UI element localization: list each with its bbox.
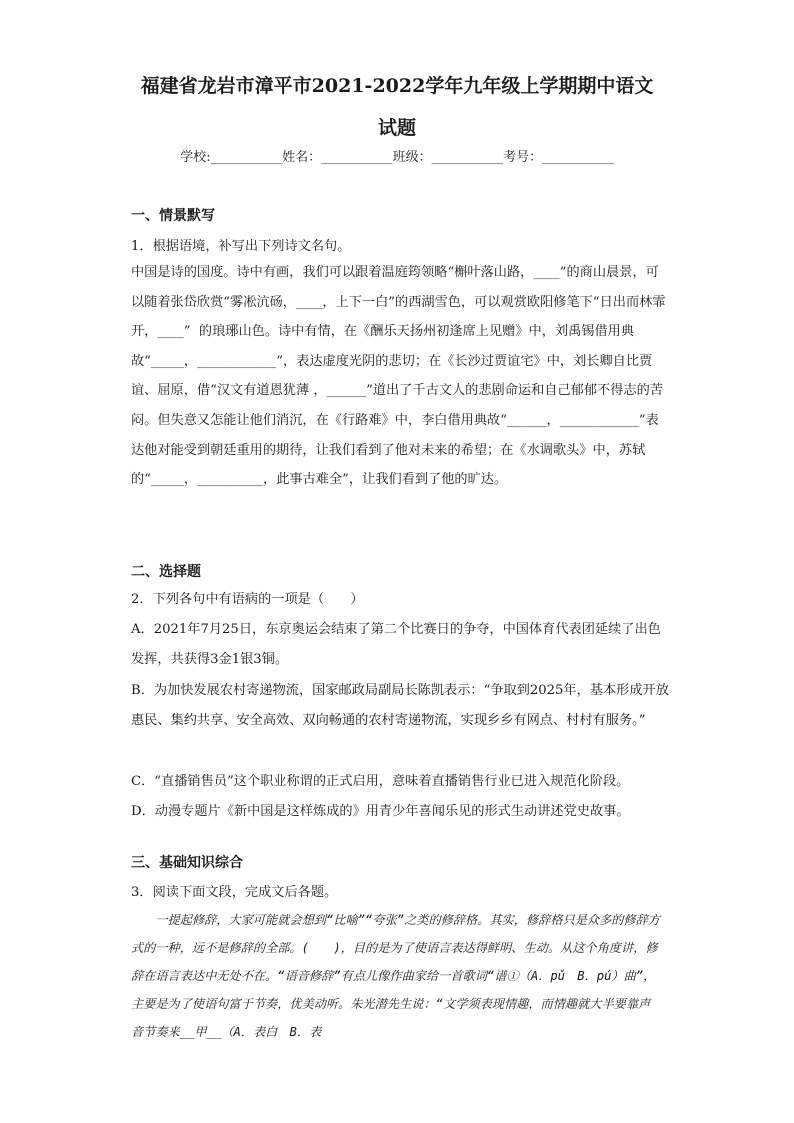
- option-a: A．2021年7月25日，东京奥运会结束了第二个比赛日的争夺，中国体育代表团延续了出色发挥，共获得3金1银3铜。: [131, 622, 661, 667]
- reading-passage: 一提起修辞，大家可能就会想到“比喻”“夸张”之类的修辞格。其实，修辞格只是众多的修辞方式的一种，远不是修辞的全部。( )，目的是为了使语言表达得鲜明、生动。从这个角度讲，修辞在语言表达中无处不在。“语音修辞”有点儿像作曲家给一首歌词“谱①（A．pǔ B．pú）曲”，主要是为了使语句富于节奏，优美动听。朱光潜先生说：“文学须表现情趣，而情趣就大半要靠声音节奏来__甲__（A．表白 B．表: [131, 913, 661, 1039]
- question-2-prompt: 2．下列各句中有语病的一项是（ ）: [131, 592, 364, 607]
- section-heading-choice: 二、选择题: [131, 564, 201, 580]
- question-1-paragraph: 中国是诗的国度。诗中有画，我们可以跟着温庭筠领略“槲叶落山路，____”的商山晨景，可以随着张岱欣赏“雾凇沆砀，____，上下一白”的西湖雪色，可以观赏欧阳修笔下“日出而林霏开，____” 的琅琊山色。诗中有情，在《酬乐天扬州初逢席上见赠》中，刘禹锡借用典故“_____，____________”，表达虚度光阴的悲切；在《长沙过贾谊宅》中，刘长卿自比贾谊、屈原，借“汉文有道恩犹薄 ，______”道出了千古文人的悲剧命运和自己郁郁不得志的苦闷。但失意又怎能让他们消沉，在《行路难》中，李白借用典故“______，____________”表达他对能受到朝廷重用的期待，让我们看到了他对未来的希望；在《水调歌头》中，苏轼的“_____，__________，此事古难全”，让我们看到了他的旷达。: [131, 265, 666, 488]
- student-info-line: 学校:___________姓名：___________班级：___________考号：___________: [180, 150, 614, 165]
- section-heading-recitation: 一、情景默写: [131, 208, 215, 224]
- option-d: D．动漫专题片《新中国是这样炼成的》用青少年喜闻乐见的形式生动讲述党史故事。: [131, 804, 630, 819]
- section-heading-basics: 三、基础知识综合: [131, 855, 243, 871]
- page-title-line2: 试题: [377, 117, 416, 139]
- option-b: B．为加快发展农村寄递物流，国家邮政局副局长陈凯表示：“争取到2025年，基本形成开放惠民、集约共享、安全高效、双向畅通的农村寄递物流，实现乡乡有网点、村村有服务。”: [131, 683, 669, 728]
- question-3-prompt: 3．阅读下面文段，完成文后各题。: [131, 885, 338, 900]
- option-c: C．“直播销售员”这个职业称谓的正式启用，意味着直播销售行业已进入规范化阶段。: [131, 774, 630, 789]
- question-1-prompt: 1．根据语境，补写出下列诗文名句。: [131, 239, 351, 254]
- page-title-line1: 福建省龙岩市漳平市2021-2022学年九年级上学期期中语文: [140, 75, 654, 97]
